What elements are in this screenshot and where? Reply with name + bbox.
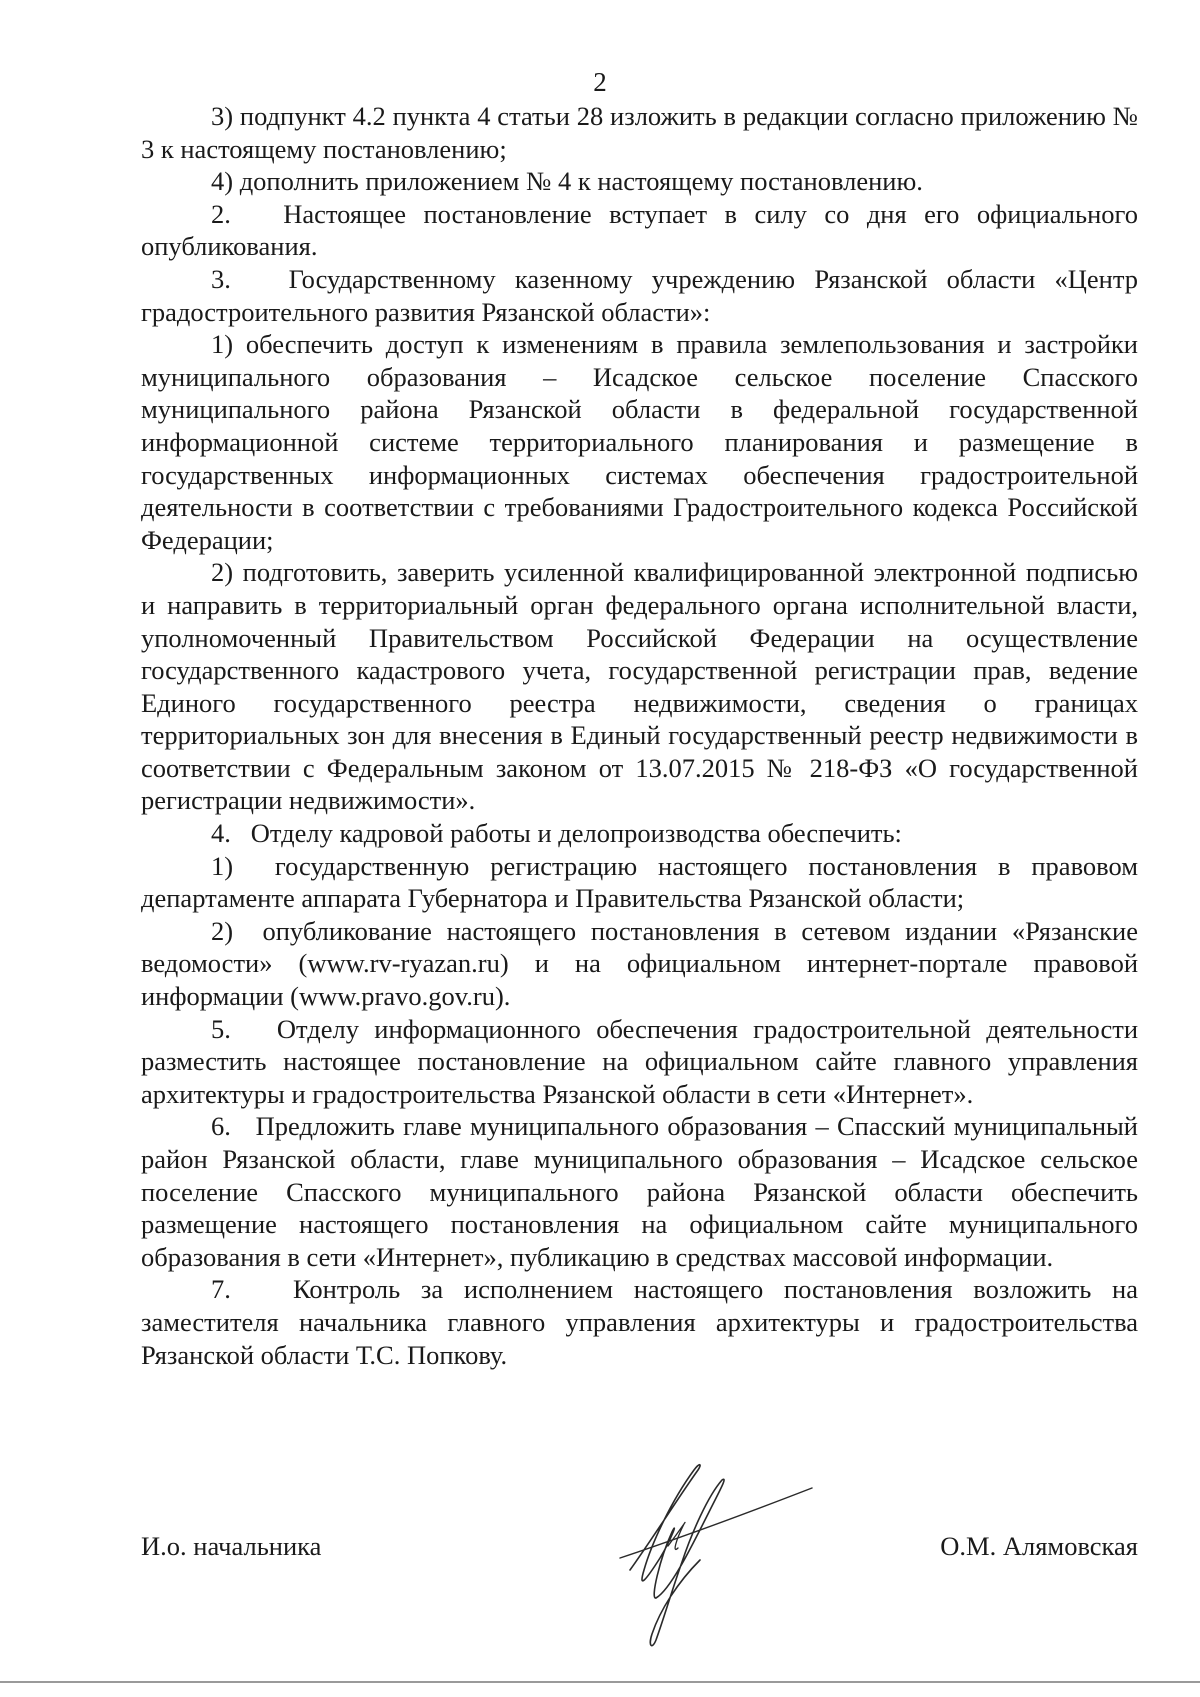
paragraph-point-3-sub-1: 1) обеспечить доступ к изменениям в правила землепользования и застройки муниципального образования – Исадское сельское поселение Спасского муниципального района Рязанской области в федеральной государственной информационной системе территориального планирования и размещение в государственных информационных системах обеспечения градостроительной деятельности в соответствии с требованиями Градостроительного кодекса Российской Федерации; <box>141 329 1138 555</box>
paragraph-point-5: 5. Отделу информационного обеспечения градостроительной деятельности разместить настоящее постановление на официальном сайте главного управления архитектуры и градостроительства Рязанской области в сети «Интернет». <box>141 1013 1138 1109</box>
paragraph-point-4: 4. Отделу кадровой работы и делопроизводства обеспечить: <box>211 818 902 849</box>
handwritten-signature <box>560 1450 820 1660</box>
paragraph-item-3: 3) подпункт 4.2 пункта 4 статьи 28 изложить в редакции согласно приложению № 3 к настоящему постановлению; <box>141 101 1138 164</box>
paragraph-point-4-sub-1: 1) государственную регистрацию настоящего постановления в правовом департаменте аппарата Губернатора и Правительства Рязанской области; <box>141 850 1138 914</box>
paragraph-point-6: 6. Предложить главе муниципального образования – Спасский муниципальный район Рязанской области, главе муниципального образования – Исадское сельское поселение Спасского муниципального района Рязанской области обеспечить размещение настоящего постановления на официальном сайте муниципального образования в сети «Интернет», публикацию в средствах массовой информации. <box>141 1111 1138 1272</box>
paragraph-point-7: 7. Контроль за исполнением настоящего постановления возложить на заместителя начальника главного управления архитектуры и градостроительства Рязанской области Т.С. Попкову. <box>141 1274 1138 1370</box>
paragraph-point-4-sub-2: 2) опубликование настоящего постановления в сетевом издании «Рязанские ведомости» (www.rv-ryazan.ru) и на официальном интернет-портале правовой информации (www.pravo.gov.ru). <box>141 915 1138 1012</box>
signatory-name: О.М. Алямовская <box>940 1531 1138 1561</box>
paragraph-point-3-sub-2: 2) подготовить, заверить усиленной квалифицированной электронной подписью и направить в территориальный орган федерального органа исполнительной власти, уполномоченный Правительством Российской Федерации на осуществление государственного кадастрового учета, государственной регистрации прав, ведение Единого государственного реестра недвижимости, сведения о границах территориальных зон для внесения в Единый государственный реестр недвижимости в соответствии с Федеральным законом от 13.07.2015 № 218-ФЗ «О государственной регистрации недвижимости». <box>141 557 1138 816</box>
paragraph-item-4: 4) дополнить приложением № 4 к настоящему постановлению. <box>211 166 923 197</box>
page-bottom-edge <box>0 1681 1200 1683</box>
paragraph-point-3: 3. Государственному казенному учреждению Рязанской области «Центр градостроительного развития Рязанской области»: <box>141 263 1138 327</box>
paragraph-point-2: 2. Настоящее постановление вступает в силу со дня его официального опубликования. <box>141 198 1138 262</box>
signatory-position: И.о. начальника <box>141 1531 322 1561</box>
page-number: 2 <box>593 67 607 97</box>
document-body <box>141 100 1138 1371</box>
